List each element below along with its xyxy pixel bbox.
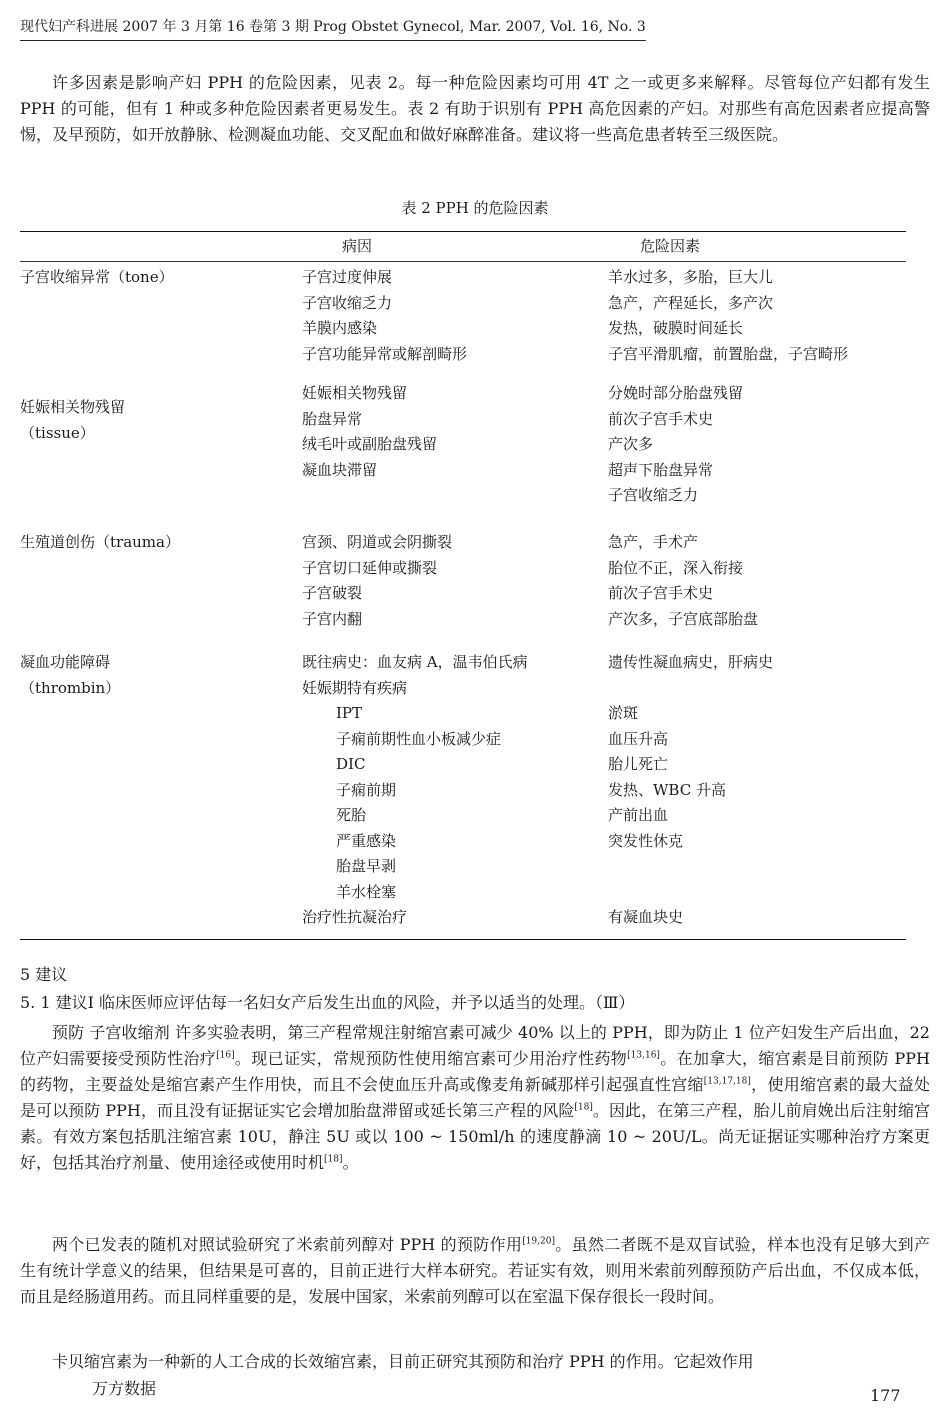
- text-run: ，使用缩宫素的最大益处是可以预防 PPH，而且没有证据证实它会增加胎盘滞留或延长第三产程的风险: [20, 1075, 930, 1120]
- text-run: 。虽然二者既不是双盲试验，样本也没有足够大到产生有统计学意义的结果，但结果是可喜的，目前正进行大样本研究。若证实有效，则用米索前列醇预防产后出血，不仅成本低，而且是经肠道用药。而且同样重要的是，发展中国家，米索前列醇可以在室温下保存很长一段时间。: [20, 1235, 930, 1306]
- table-header-risk: 危险因素: [640, 237, 701, 255]
- risk-factor-table: [20, 231, 906, 940]
- text-run: 。在加拿大，缩宫素是目前预防 PPH 的药物，主要益处是缩宫素产生作用快，而且不会使血压升高或像麦角新碱那样引起强直性宫缩: [20, 1049, 930, 1094]
- watermark-text: 万方数据: [92, 1379, 157, 1398]
- citation: [13,17,18]: [703, 1076, 751, 1087]
- citation: [18]: [574, 1102, 593, 1113]
- text-run: 两个已发表的随机对照试验研究了米索前列醇对 PPH 的预防作用: [52, 1235, 523, 1254]
- table-causes-trauma: 宫颈、阴道或会阴撕裂 子宫切口延伸或撕裂 子宫破裂 子宫内翻: [302, 533, 453, 628]
- table-category-tissue: 妊娠相关物残留 （tissue）: [20, 398, 126, 442]
- table-category-trauma: 生殖道创伤（trauma）: [20, 533, 180, 551]
- table-risks-tone: 羊水过多，多胎，巨大儿 急产，产程延长，多产次 发热，破膜时间延长 子宫平滑肌瘤，前置胎盘，子宫畸形: [608, 268, 849, 363]
- table-causes-tissue: 妊娠相关物残留 胎盘异常 绒毛叶或副胎盘残留 凝血块滞留: [302, 384, 438, 479]
- table-header-cause: 病因: [342, 237, 373, 255]
- text-run: 。现已证实，常规预防性使用缩宫素可少用治疗性药物: [234, 1049, 628, 1068]
- citation: [13,16]: [627, 1050, 660, 1061]
- intro-paragraph: 许多因素是影响产妇 PPH 的危险因素，见表 2。每一种危险因素均可用 4T 之一或更多来解释。尽管每位产妇都有发生 PPH 的可能，但有 1 种或多种危险因素者更易发生。表 2 有助于识别有 PPH 高危因素的产妇。对那些有高危因素者应提高警惕，及早预防，如开放静脉、检测凝血功能、交叉配血和做好麻醉准备。建议将一些高危患者转至三级医院。: [20, 73, 930, 144]
- table-category-thrombin: 凝血功能障碍 （thrombin）: [20, 653, 121, 697]
- text-run: 。因此，在第三产程，胎儿前肩娩出后注射缩宫素。有效方案包括肌注缩宫素 10U，静注 5U 或以 100 ~ 150ml/h 的速度静滴 10 ~ 20U/L。尚无证据证实哪种治疗方案更好，包括其治疗剂量、使用途径或使用时机: [20, 1101, 930, 1172]
- body-paragraph-oxytocin: [20, 1020, 930, 1176]
- table-final-cause-thrombin: 治疗性抗凝治疗: [302, 908, 408, 926]
- table-subcauses-thrombin: IPT 子痫前期性血小板减少症 DIC 子痫前期 死胎 严重感染 胎盘早剥 羊水栓塞: [336, 704, 502, 901]
- text-run: 预防 子宫收缩剂 许多实验表明，第三产程常规注射缩宫素可减少 40% 以上的 PPH，即为防止 1 位产妇发生产后出血，22 位产妇需要接受预防性治疗: [20, 1023, 930, 1068]
- subsection-heading: 5. 1 建议Ⅰ 临床医师应评估每一名妇女产后发生出血的风险，并予以适当的处理。（Ⅲ）: [20, 993, 635, 1012]
- table-risks-thrombin: 遗传性凝血病史，肝病史 淤斑 血压升高 胎儿死亡 发热、WBC 升高 产前出血 突发性休克: [608, 653, 774, 850]
- table-causes-tone: 子宫过度伸展 子宫收缩乏力 羊膜内感染 子宫功能异常或解剖畸形: [302, 268, 468, 363]
- table-risks-trauma: 急产，手术产 胎位不正，深入衔接 前次子宫手术史 产次多，子宫底部胎盘: [608, 533, 759, 628]
- citation: [18]: [324, 1154, 343, 1165]
- table-header-rule: [20, 261, 906, 262]
- table-causes-thrombin: 既往病史：血友病 A，温韦伯氏病 妊娠期特有疾病: [302, 653, 528, 697]
- page-number: 177: [870, 1386, 901, 1405]
- table-risks-tissue: 分娩时部分胎盘残留 前次子宫手术史 产次多 超声下胎盘异常 子宫收缩乏力: [608, 384, 744, 504]
- citation: [16]: [216, 1050, 235, 1061]
- body-paragraph-misoprostol: [20, 1232, 930, 1310]
- text-run: 。: [342, 1153, 359, 1172]
- body-paragraph-carbetocin: 卡贝缩宫素为一种新的人工合成的长效缩宫素，目前正研究其预防和治疗 PPH 的作用。它起效作用: [52, 1352, 754, 1371]
- running-header: 现代妇产科进展 2007 年 3 月第 16 卷第 3 期 Prog Obstet Gynecol, Mar. 2007, Vol. 16, No. 3: [20, 18, 646, 41]
- table-final-risk-thrombin: 有凝血块史: [608, 908, 684, 926]
- citation: [19,20]: [522, 1236, 555, 1247]
- table-category-tone: 子宫收缩异常（tone）: [20, 268, 174, 286]
- section-heading: 5 建议: [20, 965, 68, 984]
- table-caption: 表 2 PPH 的危险因素: [401, 199, 549, 217]
